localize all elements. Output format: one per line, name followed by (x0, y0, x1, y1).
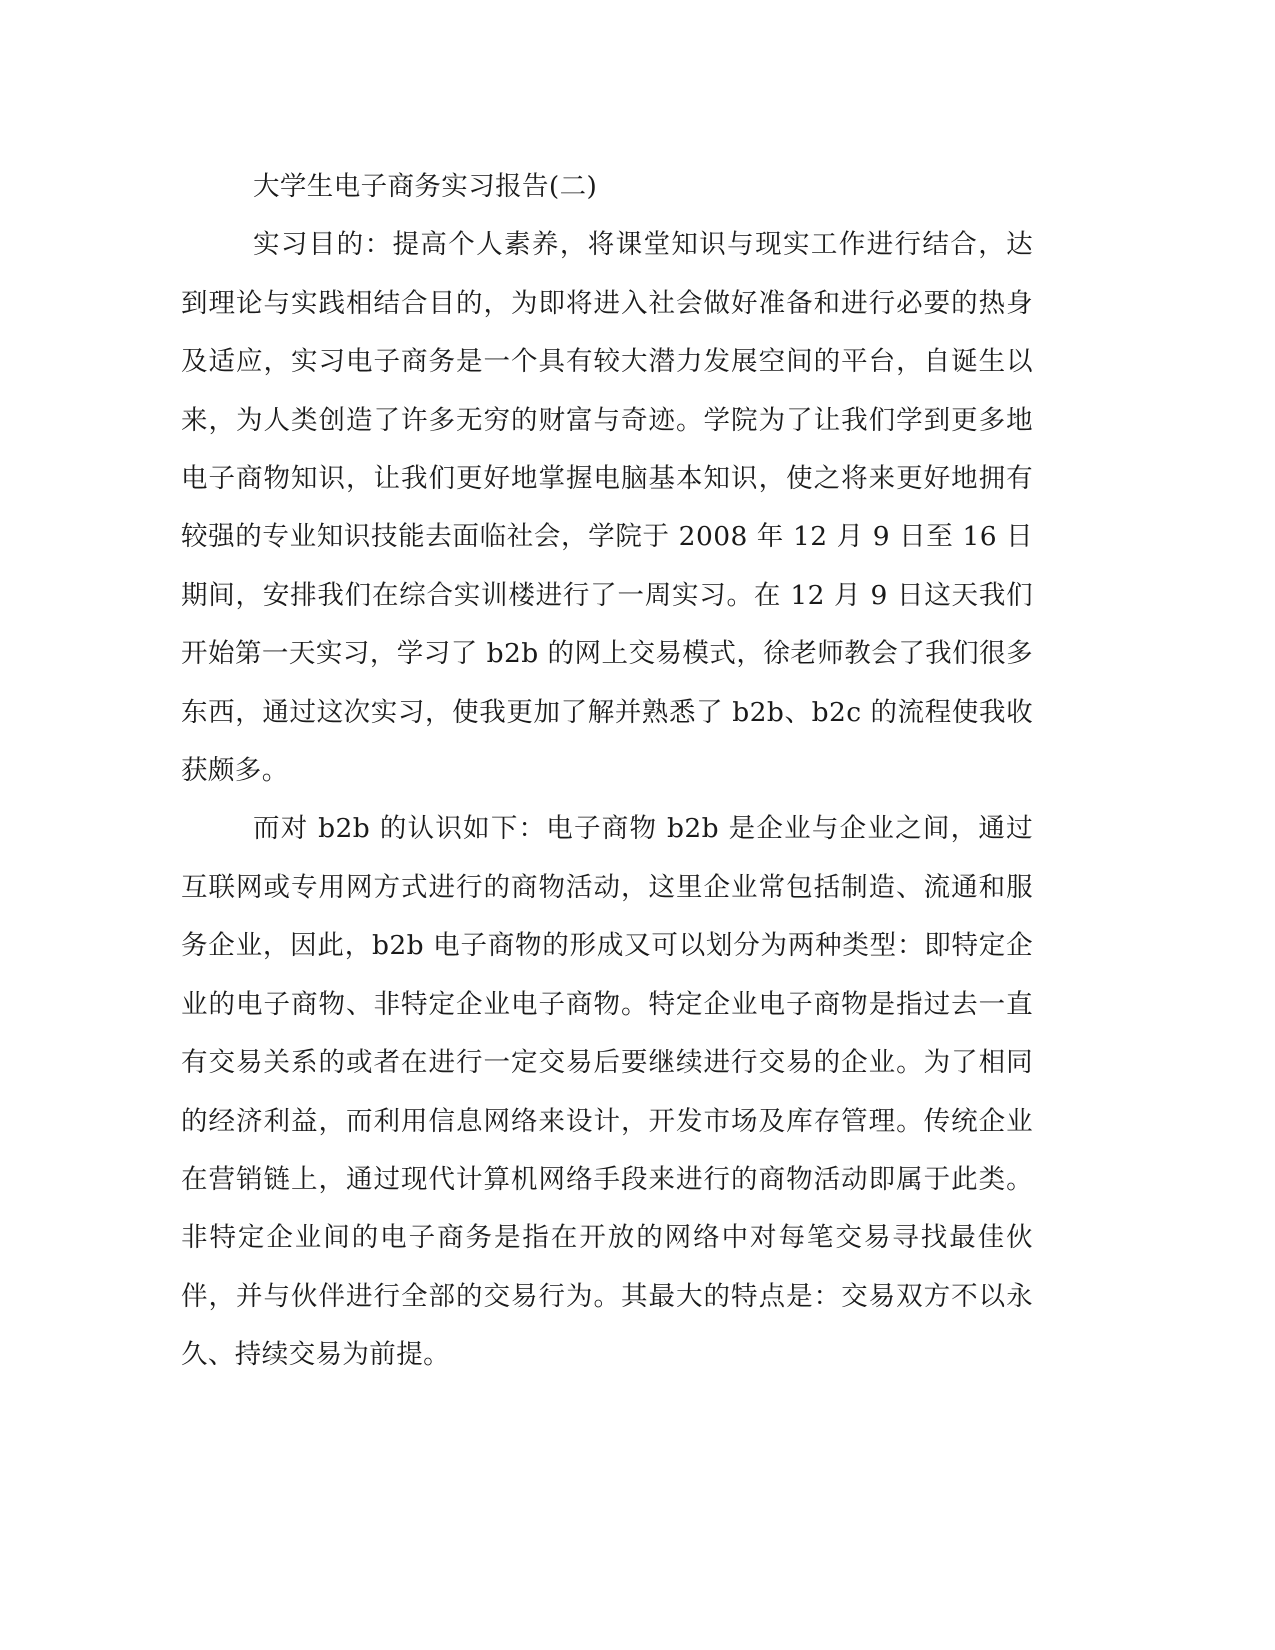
document-body (181, 158, 1033, 1385)
paragraph-internship-purpose: 实习目的：提高个人素养，将课堂知识与现实工作进行结合，达到理论与实践相结合目的，为即将进入社会做好准备和进行必要的热身及适应，实习电子商务是一个具有较大潜力发展空间的平台，自诞生以来，为人类创造了许多无穷的财富与奇迹。学院为了让我们学到更多地电子商物知识，让我们更好地掌握电脑基本知识，使之将来更好地拥有较强的专业知识技能去面临社会，学院于 2008 年 12 月 9 日至 16 日期间，安排我们在综合实训楼进行了一周实习。在 12 月 9 日这天我们开始第一天实习，学习了 b2b 的网上交易模式，徐老师教会了我们很多东西，通过这次实习，使我更加了解并熟悉了 b2b、b2c 的流程使我收获颇多。 (181, 229, 1033, 787)
paragraph-b2b-understanding: 而对 b2b 的认识如下：电子商物 b2b 是企业与企业之间，通过互联网或专用网方式进行的商物活动，这里企业常包括制造、流通和服务企业，因此，b2b 电子商物的形成又可以划分为两种类型：即特定企业的电子商物、非特定企业电子商物。特定企业电子商物是指过去一直有交易关系的或者在进行一定交易后要继续进行交易的企业。为了相同的经济利益，而利用信息网络来设计，开发市场及库存管理。传统企业在营销链上，通过现代计算机网络手段来进行的商物活动即属于此类。非特定企业间的电子商务是指在开放的网络中对每笔交易寻找最佳伙伴，并与伙伴进行全部的交易行为。其最大的特点是：交易双方不以永久、持续交易为前提。 (181, 813, 1033, 1371)
document-title: 大学生电子商务实习报告(二) (253, 171, 598, 202)
